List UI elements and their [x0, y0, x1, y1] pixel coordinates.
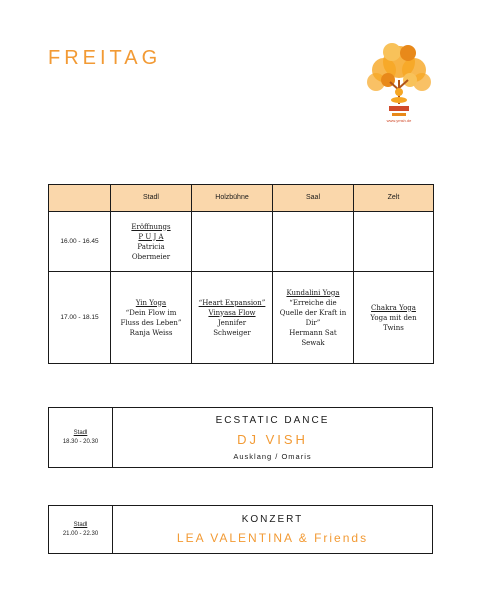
- event-venue: Stadl: [73, 521, 88, 528]
- event-details: [113, 408, 432, 467]
- session-cell: [273, 272, 354, 364]
- session-line: Jennifer: [217, 318, 247, 327]
- event-act: DJ VISH: [237, 431, 308, 447]
- session-line: Schweiger: [213, 328, 251, 337]
- session-cell: [192, 212, 273, 272]
- session-line: Patricia: [137, 242, 165, 251]
- header-cell: Stadl: [111, 185, 192, 212]
- session-line: “Erreiche die: [289, 298, 337, 307]
- event-ecstatic-dance: [48, 407, 433, 468]
- event-time: 21.00 - 22.30: [62, 530, 99, 537]
- event-details: [113, 506, 432, 553]
- schedule-table: [48, 184, 434, 364]
- header-cell: Holzbühne: [192, 185, 273, 212]
- time-cell: 16.00 - 16.45: [49, 212, 111, 272]
- session-title-2: P U J A: [138, 232, 164, 241]
- event-time: 18.30 - 20.30: [62, 438, 99, 445]
- table-row: [49, 272, 434, 364]
- session-cell: [111, 212, 192, 272]
- time-cell: 17.00 - 18.15: [49, 272, 111, 364]
- header-cell: Saal: [273, 185, 354, 212]
- event-venue-time: [49, 408, 113, 467]
- session-cell: [354, 272, 434, 364]
- event-subtitle: Ausklang / Omaris: [233, 451, 312, 461]
- session-line: Sewak: [301, 338, 325, 347]
- event-act: LEA VALENTINA & Friends: [176, 531, 369, 545]
- event-venue: Stadl: [73, 429, 88, 436]
- session-line: Fluss des Leben”: [120, 318, 182, 327]
- event-venue-time: [49, 506, 113, 553]
- event-label: KONZERT: [241, 514, 304, 525]
- header-cell: [49, 185, 111, 212]
- logo-caption: www.ymsh.de: [386, 118, 412, 123]
- session-cell: [273, 212, 354, 272]
- session-title: Eröffnungs: [131, 222, 171, 231]
- session-line: Ranja Weiss: [129, 328, 173, 337]
- table-row: [49, 212, 434, 272]
- session-line: Obermeier: [131, 252, 171, 261]
- tree-logo-icon: [362, 40, 436, 126]
- header-cell: Zelt: [354, 185, 434, 212]
- session-title: Kundalini Yoga: [286, 288, 340, 297]
- session-title: Yin Yoga: [135, 298, 167, 307]
- session-line: “Dein Flow im: [125, 308, 177, 317]
- session-line: Twins: [383, 323, 404, 332]
- session-cell: [354, 212, 434, 272]
- session-cell: [111, 272, 192, 364]
- event-konzert: [48, 505, 433, 554]
- session-title-2: Vinyasa Flow: [208, 308, 256, 317]
- session-cell: [192, 272, 273, 364]
- header-row: [49, 185, 434, 212]
- event-label: ECSTATIC DANCE: [215, 414, 330, 426]
- page-title: FREITAG: [48, 47, 162, 69]
- session-line: Yoga mit den: [370, 313, 417, 322]
- session-line: Quelle der Kraft in: [279, 308, 347, 317]
- session-line: Hermann Sat: [289, 328, 337, 337]
- session-title: “Heart Expansion”: [198, 298, 266, 307]
- session-line: Dir”: [305, 318, 321, 327]
- session-title: Chakra Yoga: [371, 303, 416, 312]
